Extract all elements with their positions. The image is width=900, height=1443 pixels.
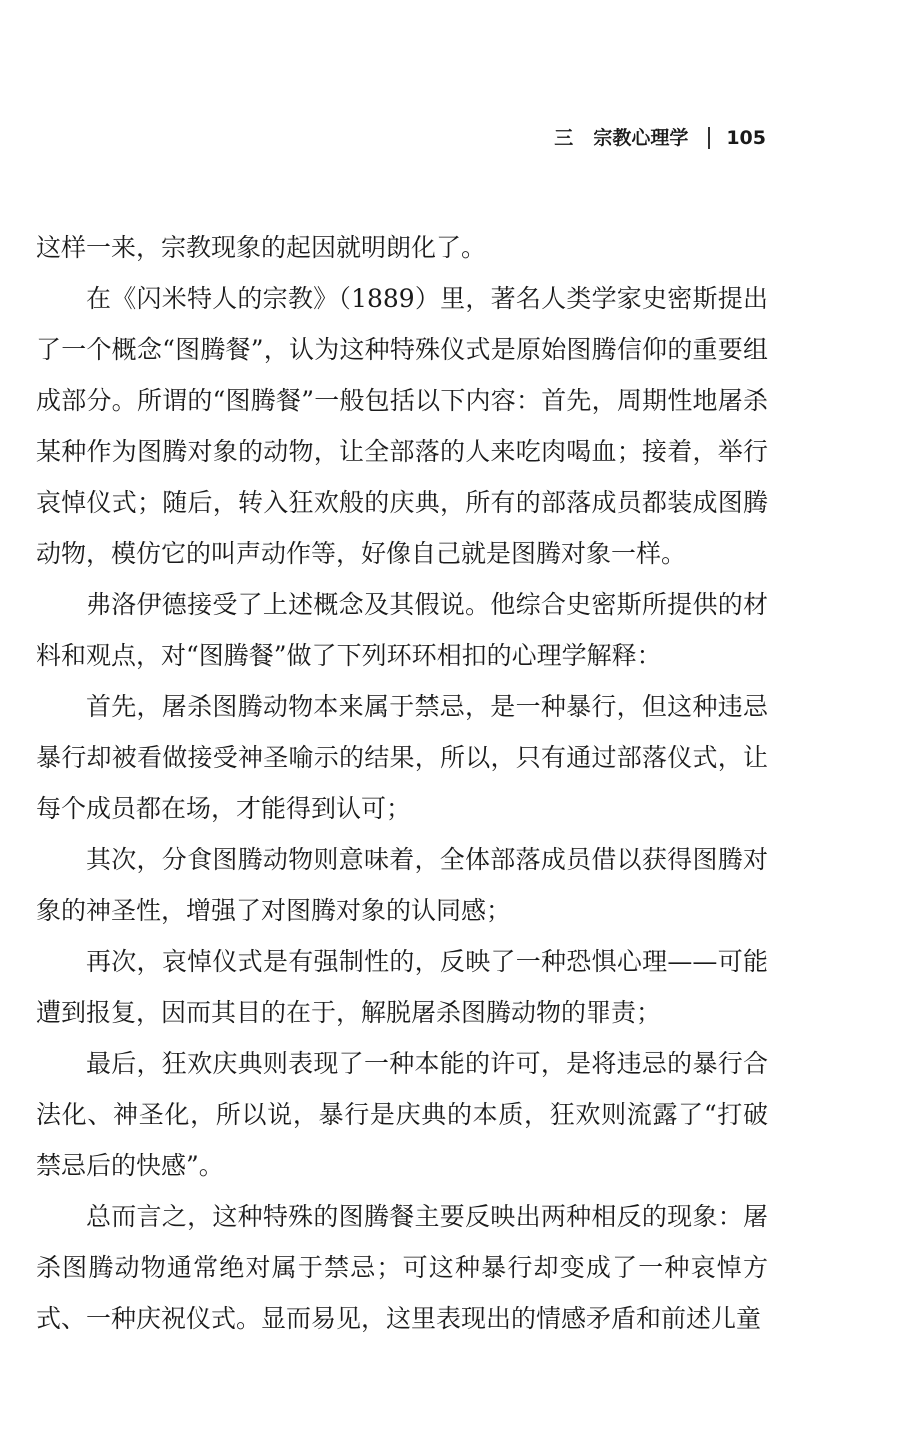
paragraph-first-point: 首先，屠杀图腾动物本来属于禁忌，是一种暴行，但这种违忌暴行却被看做接受神圣喻示的结果，所以，只有通过部落仪式，让每个成员都在场，才能得到认可；	[36, 692, 768, 823]
paragraph-second-point: 其次，分食图腾动物则意味着，全体部落成员借以获得图腾对象的神圣性，增强了对图腾对象的认同感；	[36, 845, 768, 925]
paragraph-continuation: 这样一来，宗教现象的起因就明朗化了。	[36, 233, 487, 262]
paragraph-smith-totem-meal: 在《闪米特人的宗教》（1889）里，著名人类学家史密斯提出了一个概念“图腾餐”，认为这种特殊仪式是原始图腾信仰的重要组成部分。所谓的“图腾餐”一般包括以下内容：首先，周期性地屠杀某种作为图腾对象的动物，让全部落的人来吃肉喝血；接着，举行哀悼仪式；随后，转入狂欢般的庆典，所有的部落成员都装成图腾动物，模仿它的叫声动作等，好像自己就是图腾对象一样。	[36, 284, 768, 568]
chapter-title: 宗教心理学	[593, 127, 689, 149]
body-text	[36, 222, 768, 1344]
paragraph-summary: 总而言之，这种特殊的图腾餐主要反映出两种相反的现象：屠杀图腾动物通常绝对属于禁忌；可这种暴行却变成了一种哀悼方式、一种庆祝仪式。显而易见，这里表现出的情感矛盾和前述儿童	[36, 1202, 768, 1333]
paragraph-freud-interpretation: 弗洛伊德接受了上述概念及其假说。他综合史密斯所提供的材料和观点，对“图腾餐”做了下列环环相扣的心理学解释：	[36, 590, 768, 670]
page-number: 105	[726, 127, 766, 149]
paragraph-third-point: 再次，哀悼仪式是有强制性的，反映了一种恐惧心理——可能遭到报复，因而其目的在于，解脱屠杀图腾动物的罪责；	[36, 947, 768, 1027]
paragraph-fourth-point: 最后，狂欢庆典则表现了一种本能的许可，是将违忌的暴行合法化、神圣化，所以说，暴行是庆典的本质，狂欢则流露了“打破禁忌后的快感”。	[36, 1049, 768, 1180]
header-divider	[708, 127, 710, 149]
chapter-number: 三	[554, 127, 574, 149]
running-header	[520, 124, 766, 152]
